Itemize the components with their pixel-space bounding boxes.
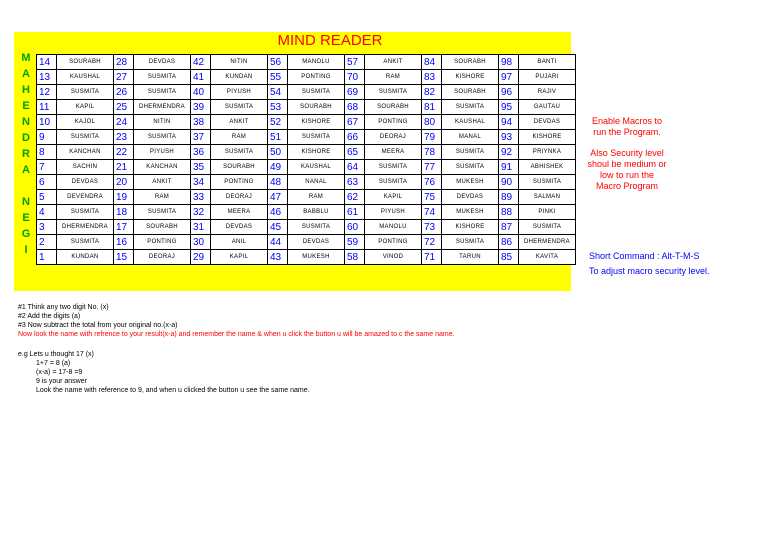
cell-name: MEERA (365, 145, 422, 160)
cell-number: 39 (191, 100, 211, 115)
cell-name: SOURABH (211, 160, 268, 175)
table-row (37, 85, 576, 100)
cell-number: 67 (345, 115, 365, 130)
cell-name: PONTING (288, 70, 345, 85)
cell-number: 48 (268, 175, 288, 190)
cell-number: 2 (37, 235, 57, 250)
cell-name: PINKI (519, 205, 576, 220)
cell-name: SUSMITA (365, 160, 422, 175)
cell-number: 54 (268, 85, 288, 100)
cell-name: PONTING (365, 115, 422, 130)
cell-name: PIYUSH (211, 85, 268, 100)
cell-name: KAPIL (57, 100, 114, 115)
cell-number: 64 (345, 160, 365, 175)
cell-name: SOURABH (442, 55, 499, 70)
table-row (37, 115, 576, 130)
adjust-note: To adjust macro security level. (589, 266, 710, 276)
cell-number: 94 (499, 115, 519, 130)
cell-name: GAUTAU (519, 100, 576, 115)
cell-number: 18 (114, 205, 134, 220)
cell-number: 11 (37, 100, 57, 115)
cell-name: SOURABH (57, 55, 114, 70)
cell-name: MUKESH (442, 205, 499, 220)
side-letter: N (22, 196, 30, 208)
cell-number: 6 (37, 175, 57, 190)
cell-number: 16 (114, 235, 134, 250)
cell-name: SUSMITA (442, 145, 499, 160)
cell-name: SUSMITA (134, 70, 191, 85)
cell-name: KISHORE (442, 70, 499, 85)
cell-name: SACHIN (57, 160, 114, 175)
cell-name: SOURABH (134, 220, 191, 235)
cell-name: PONTING (211, 175, 268, 190)
cell-number: 61 (345, 205, 365, 220)
cell-name: VINOD (365, 250, 422, 265)
cell-number: 98 (499, 55, 519, 70)
cell-name: NITIN (134, 115, 191, 130)
cell-number: 88 (499, 205, 519, 220)
cell-number: 22 (114, 145, 134, 160)
cell-number: 92 (499, 145, 519, 160)
table-row (37, 70, 576, 85)
step-3: #3 Now subtract the total from your original no.(x-a) (18, 322, 178, 329)
step-1: #1 Think any two digit No. (x) (18, 304, 109, 311)
example (18, 350, 310, 395)
cell-number: 66 (345, 130, 365, 145)
cell-number: 30 (191, 235, 211, 250)
cell-name: SUSMITA (442, 160, 499, 175)
cell-number: 86 (499, 235, 519, 250)
cell-name: DEVDAS (134, 55, 191, 70)
table-row (37, 250, 576, 265)
cell-name: MUKESH (442, 175, 499, 190)
cell-name: DHERMENDRA (134, 100, 191, 115)
cell-name: NITIN (211, 55, 268, 70)
cell-number: 77 (422, 160, 442, 175)
cell-number: 23 (114, 130, 134, 145)
example-line: e.g Lets u thought 17 (x) (18, 351, 94, 358)
cell-name: DEORAJ (365, 130, 422, 145)
side-letter: E (22, 212, 30, 224)
cell-number: 93 (499, 130, 519, 145)
cell-name: RAJIV (519, 85, 576, 100)
cell-name: SUSMITA (365, 85, 422, 100)
cell-number: 8 (37, 145, 57, 160)
side-letter: E (22, 100, 30, 112)
cell-number: 36 (191, 145, 211, 160)
cell-name: PUJARI (519, 70, 576, 85)
table-row (37, 235, 576, 250)
cell-number: 35 (191, 160, 211, 175)
cell-name: SUSMITA (288, 130, 345, 145)
cell-name: BABBLU (288, 205, 345, 220)
cell-number: 51 (268, 130, 288, 145)
cell-name: KAJOL (57, 115, 114, 130)
cell-name: SUSMITA (134, 130, 191, 145)
cell-name: SUSMITA (442, 100, 499, 115)
table-row (37, 145, 576, 160)
cell-number: 53 (268, 100, 288, 115)
cell-name: DEVENDRA (57, 190, 114, 205)
cell-name: KAPIL (365, 190, 422, 205)
cell-name: MANOLU (365, 220, 422, 235)
example-line: 1+7 = 8 (a) (36, 360, 71, 367)
cell-name: SUSMITA (288, 220, 345, 235)
cell-number: 57 (345, 55, 365, 70)
cell-number: 41 (191, 70, 211, 85)
table-row (37, 205, 576, 220)
cell-number: 62 (345, 190, 365, 205)
cell-number: 74 (422, 205, 442, 220)
table-row (37, 55, 576, 70)
short-command: Short Command : Alt-T-M-S (589, 251, 700, 261)
cell-number: 47 (268, 190, 288, 205)
macro-note (587, 116, 667, 202)
cell-number: 37 (191, 130, 211, 145)
example-line: 9 is your answer (36, 378, 87, 385)
cell-number: 31 (191, 220, 211, 235)
cell-name: SUSMITA (134, 85, 191, 100)
cell-name: SALMAN (519, 190, 576, 205)
cell-number: 7 (37, 160, 57, 175)
cell-number: 20 (114, 175, 134, 190)
cell-number: 83 (422, 70, 442, 85)
side-letter: N (22, 116, 30, 128)
cell-name: KANCHAN (57, 145, 114, 160)
cell-name: DEVDAS (288, 235, 345, 250)
cell-name: SUSMITA (288, 85, 345, 100)
cell-number: 68 (345, 100, 365, 115)
cell-name: KISHORE (519, 130, 576, 145)
cell-number: 26 (114, 85, 134, 100)
cell-number: 87 (499, 220, 519, 235)
cell-name: RAM (211, 130, 268, 145)
example-line: Look the name with reference to 9, and when u clicked the button u see the same name. (36, 387, 310, 394)
cell-name: KUNDAN (211, 70, 268, 85)
cell-number: 75 (422, 190, 442, 205)
cell-name: SUSMITA (519, 220, 576, 235)
table-row (37, 100, 576, 115)
cell-number: 70 (345, 70, 365, 85)
cell-name: KAUSHAL (57, 70, 114, 85)
table-row (37, 175, 576, 190)
steps (18, 303, 455, 339)
cell-number: 69 (345, 85, 365, 100)
cell-number: 45 (268, 220, 288, 235)
cell-name: SUSMITA (211, 145, 268, 160)
cell-number: 55 (268, 70, 288, 85)
side-letter: M (21, 52, 31, 64)
cell-number: 1 (37, 250, 57, 265)
cell-name: KAUSHAL (442, 115, 499, 130)
cell-name: MEERA (211, 205, 268, 220)
name-grid (36, 54, 576, 265)
side-letter: R (22, 148, 30, 160)
cell-number: 42 (191, 55, 211, 70)
cell-number: 38 (191, 115, 211, 130)
cell-number: 72 (422, 235, 442, 250)
cell-number: 73 (422, 220, 442, 235)
table-row (37, 160, 576, 175)
cell-number: 89 (499, 190, 519, 205)
cell-number: 25 (114, 100, 134, 115)
cell-name: ANIL (211, 235, 268, 250)
cell-name: DEVDAS (519, 115, 576, 130)
cell-number: 9 (37, 130, 57, 145)
table-row (37, 130, 576, 145)
cell-number: 96 (499, 85, 519, 100)
cell-name: PONTING (365, 235, 422, 250)
cell-number: 80 (422, 115, 442, 130)
enable-macros-note: Enable Macros to run the Program. (591, 116, 663, 137)
cell-number: 33 (191, 190, 211, 205)
cell-number: 91 (499, 160, 519, 175)
table-row (37, 190, 576, 205)
cell-name: RAM (288, 190, 345, 205)
cell-number: 14 (37, 55, 57, 70)
cell-number: 65 (345, 145, 365, 160)
cell-name: DEORAJ (134, 250, 191, 265)
cell-name: KAPIL (211, 250, 268, 265)
cell-number: 97 (499, 70, 519, 85)
cell-name: DHERMENDRA (519, 235, 576, 250)
cell-number: 19 (114, 190, 134, 205)
instruction: Now look the name with refrence to your result(x-a) and remember the name & when u click the button u will be amazed to c the same name. (18, 331, 455, 338)
step-2: #2 Add the digits (a) (18, 313, 81, 320)
side-letter: A (22, 68, 30, 80)
cell-name: BANTI (519, 55, 576, 70)
cell-number: 52 (268, 115, 288, 130)
cell-number: 3 (37, 220, 57, 235)
cell-number: 76 (422, 175, 442, 190)
example-line: (x-a) = 17-8 =9 (36, 369, 83, 376)
cell-number: 32 (191, 205, 211, 220)
cell-name: SUSMITA (57, 130, 114, 145)
side-letter: H (22, 84, 30, 96)
cell-name: SUSMITA (57, 205, 114, 220)
cell-number: 85 (499, 250, 519, 265)
cell-number: 82 (422, 85, 442, 100)
cell-number: 44 (268, 235, 288, 250)
cell-name: SUSMITA (211, 100, 268, 115)
cell-name: ANKIT (134, 175, 191, 190)
cell-name: KAUSHAL (288, 160, 345, 175)
cell-name: DEVDAS (57, 175, 114, 190)
cell-number: 71 (422, 250, 442, 265)
page-title: MIND READER (277, 32, 383, 49)
cell-number: 17 (114, 220, 134, 235)
cell-name: PIYUSH (134, 145, 191, 160)
cell-name: MANOLU (288, 55, 345, 70)
cell-name: PIYUSH (365, 205, 422, 220)
cell-name: MUKESH (288, 250, 345, 265)
cell-number: 28 (114, 55, 134, 70)
cell-number: 24 (114, 115, 134, 130)
cell-number: 78 (422, 145, 442, 160)
side-letter: D (22, 132, 30, 144)
cell-number: 43 (268, 250, 288, 265)
cell-name: DEORAJ (211, 190, 268, 205)
cell-name: SUSMITA (57, 85, 114, 100)
cell-name: KANCHAN (134, 160, 191, 175)
cell-name: SUSMITA (442, 235, 499, 250)
cell-name: KISHORE (288, 145, 345, 160)
cell-number: 56 (268, 55, 288, 70)
cell-name: KISHORE (442, 220, 499, 235)
cell-name: SOURABH (442, 85, 499, 100)
cell-name: PONTING (134, 235, 191, 250)
cell-number: 59 (345, 235, 365, 250)
cell-number: 49 (268, 160, 288, 175)
cell-number: 15 (114, 250, 134, 265)
side-letter: A (22, 164, 30, 176)
cell-number: 58 (345, 250, 365, 265)
cell-name: MANAL (442, 130, 499, 145)
cell-number: 60 (345, 220, 365, 235)
cell-name: RAM (365, 70, 422, 85)
side-letter: I (24, 244, 28, 256)
cell-number: 95 (499, 100, 519, 115)
cell-name: KUNDAN (57, 250, 114, 265)
cell-name: ABHISHEK (519, 160, 576, 175)
cell-name: ANKIT (211, 115, 268, 130)
cell-name: SUSMITA (57, 235, 114, 250)
cell-name: TARUN (442, 250, 499, 265)
cell-name: DEVDAS (442, 190, 499, 205)
cell-name: NANAL (288, 175, 345, 190)
cell-name: SUSMITA (134, 205, 191, 220)
cell-number: 10 (37, 115, 57, 130)
cell-name: KISHORE (288, 115, 345, 130)
cell-name: SUSMITA (519, 175, 576, 190)
cell-number: 90 (499, 175, 519, 190)
cell-number: 40 (191, 85, 211, 100)
cell-name: KAVITA (519, 250, 576, 265)
cell-name: RAM (134, 190, 191, 205)
cell-number: 63 (345, 175, 365, 190)
cell-name: SOURABH (365, 100, 422, 115)
cell-name: SOURABH (288, 100, 345, 115)
security-note: Also Security level shoul be medium or low to run the Macro Program (587, 148, 667, 191)
table-row (37, 220, 576, 235)
cell-name: SUSMITA (365, 175, 422, 190)
cell-number: 21 (114, 160, 134, 175)
cell-number: 29 (191, 250, 211, 265)
cell-number: 79 (422, 130, 442, 145)
cell-number: 50 (268, 145, 288, 160)
side-letter: G (21, 228, 31, 240)
cell-name: DEVDAS (211, 220, 268, 235)
cell-number: 12 (37, 85, 57, 100)
cell-name: ANKIT (365, 55, 422, 70)
cell-number: 4 (37, 205, 57, 220)
cell-number: 34 (191, 175, 211, 190)
cell-number: 81 (422, 100, 442, 115)
cell-number: 5 (37, 190, 57, 205)
cell-number: 27 (114, 70, 134, 85)
cell-number: 46 (268, 205, 288, 220)
cell-number: 84 (422, 55, 442, 70)
cell-number: 13 (37, 70, 57, 85)
cell-name: DHERMENDRA (57, 220, 114, 235)
cell-name: PRIYNKA (519, 145, 576, 160)
